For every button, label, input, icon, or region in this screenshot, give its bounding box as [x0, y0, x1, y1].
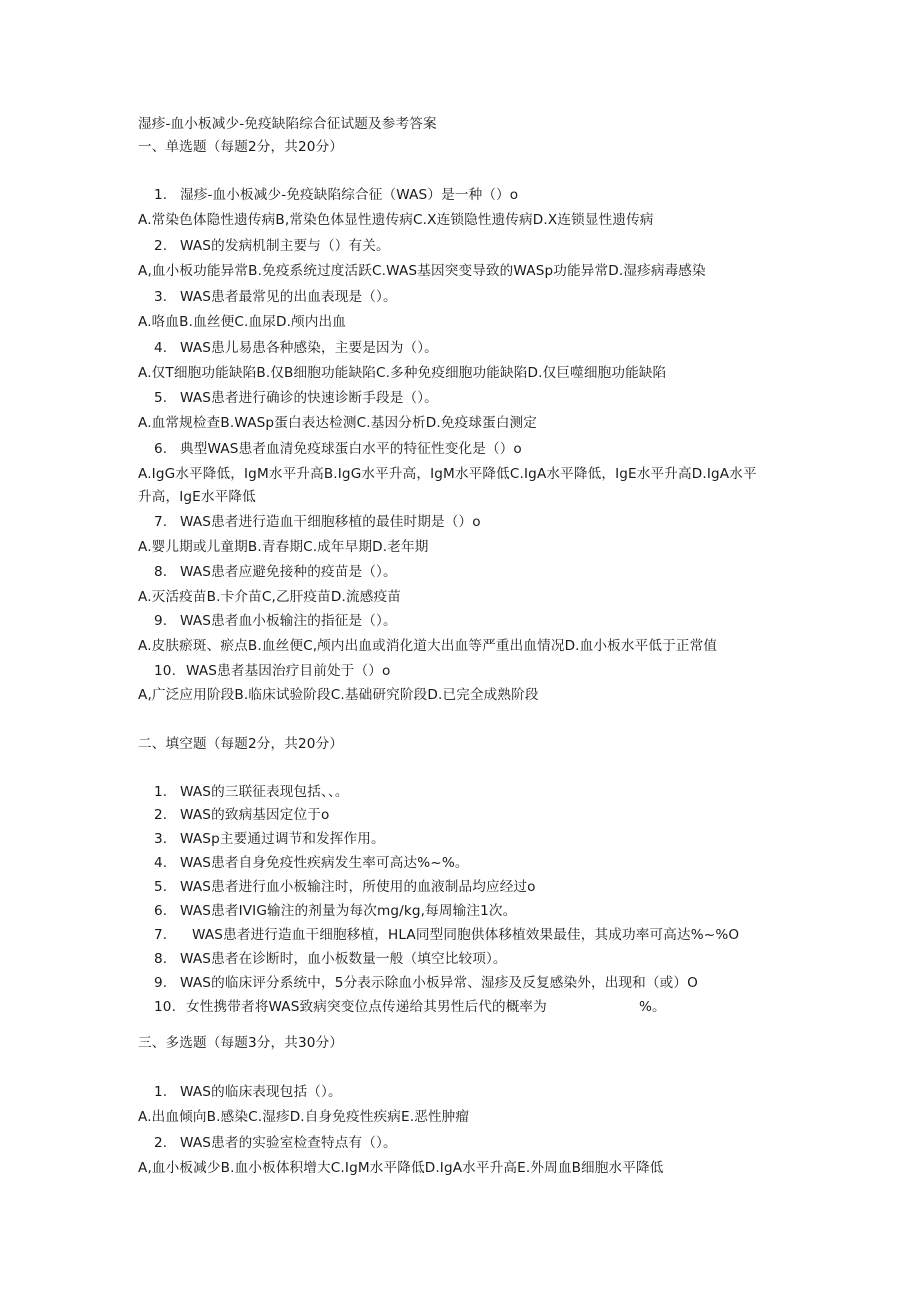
question-9: 9. WAS患者血小板输注的指征是（）。 — [154, 613, 397, 629]
document-title: 湿疹-血小板减少-免疫缺陷综合征试题及参考答案 — [138, 116, 437, 132]
blank-question-10: 10. 女性携带者将WAS致病突变位点传递给其男性后代的概率为 %。 — [154, 999, 666, 1015]
question-1: 1. 湿疹-血小板减少-免疫缺陷综合征（WAS）是一种（）o — [154, 187, 519, 203]
blank-question-1: 1. WAS的三联征表现包括、、。 — [154, 784, 349, 800]
question-7-options: A.婴儿期或儿童期B.青春期C.成年早期D.老年期 — [138, 539, 429, 555]
blank-question-6: 6. WAS患者IVIG输注的剂量为每次mg∕kg,每周输注1次。 — [154, 903, 517, 919]
question-10-options: A,广泛应用阶段B.临床试验阶段C.基础研究阶段D.已完全成熟阶段 — [138, 687, 539, 703]
section-heading-fill-blank: 二、填空题（每题2分，共20分） — [138, 736, 344, 752]
multi-question-2: 2. WAS患者的实验室检查特点有（）。 — [154, 1135, 397, 1151]
section-heading-multiple-choice: 三、多选题（每题3分，共30分） — [138, 1035, 344, 1051]
question-6-options-continued: 升高，IgE水平降低 — [138, 489, 256, 505]
question-8: 8. WAS患者应避免接种的疫苗是（）。 — [154, 564, 397, 580]
multi-question-1-options: A.出血倾向B.感染C.湿疹D.自身免疫性疾病E.恶性肿瘤 — [138, 1109, 470, 1125]
question-5: 5. WAS患者进行确诊的快速诊断手段是（）。 — [154, 390, 438, 406]
blank-question-2: 2. WAS的致病基因定位于o — [154, 807, 330, 823]
blank-question-7: 7. WAS患者进行造血干细胞移植，HLA同型同胞供体移植效果最佳，其成功率可高达%~%O — [154, 927, 740, 943]
question-9-options: A.皮肤瘀斑、瘀点B.血丝便C,颅内出血或消化道大出血等严重出血情况D.血小板水平低于正常值 — [138, 638, 718, 654]
question-5-options: A.血常规检查B.WASp蛋白表达检测C.基因分析D.免疫球蛋白测定 — [138, 415, 538, 431]
blank-question-4: 4. WAS患者自身免疫性疾病发生率可高达%~%。 — [154, 855, 469, 871]
multi-question-2-options: A,血小板减少B.血小板体积增大C.IgM水平降低D.IgA水平升高E.外周血B细胞水平降低 — [138, 1160, 664, 1176]
blank-question-8: 8. WAS患者在诊断时，血小板数量一般（填空比较项）。 — [154, 951, 507, 967]
section-heading-single-choice: 一、单选题（每题2分，共20分） — [138, 139, 344, 155]
blank-question-5: 5. WAS患者进行血小板输注时，所使用的血液制品均应经过o — [154, 879, 536, 895]
question-8-options: A.灭活疫苗B.卡介苗C,乙肝疫苗D.流感疫苗 — [138, 589, 401, 605]
question-10: 10. WAS患者基因治疗目前处于（）o — [154, 663, 391, 679]
blank-question-3: 3. WASp主要通过调节和发挥作用。 — [154, 831, 385, 847]
question-3: 3. WAS患者最常见的出血表现是（）。 — [154, 289, 397, 305]
question-7: 7. WAS患者进行造血干细胞移植的最佳时期是（）o — [154, 514, 481, 530]
question-4-options: A.仅T细胞功能缺陷B.仅B细胞功能缺陷C.多种免疫细胞功能缺陷D.仅巨噬细胞功能缺陷 — [138, 365, 667, 381]
question-3-options: A.咯血B.血丝便C.血尿D.颅内出血 — [138, 314, 347, 330]
blank-question-9: 9. WAS的临床评分系统中，5分表示除血小板异常、湿疹及反复感染外，出现和（或）O — [154, 975, 699, 991]
multi-question-1: 1. WAS的临床表现包括（）。 — [154, 1084, 342, 1100]
question-2-options: A,血小板功能异常B.免疫系统过度活跃C.WAS基因突变导致的WASp功能异常D.湿疹病毒感染 — [138, 263, 706, 279]
question-1-options: A.常染色体隐性遗传病B,常染色体显性遗传病C.X连锁隐性遗传病D.X连锁显性遗传病 — [138, 212, 654, 228]
question-2: 2. WAS的发病机制主要与（）有关。 — [154, 238, 390, 254]
question-4: 4. WAS患儿易患各种感染，主要是因为（）。 — [154, 340, 438, 356]
question-6: 6. 典型WAS患者血清免疫球蛋白水平的特征性变化是（）o — [154, 441, 522, 457]
question-6-options: A.IgG水平降低，IgM水平升高B.IgG水平升高，IgM水平降低C.IgA水平降低，IgE水平升高D.IgA水平 — [138, 466, 757, 482]
